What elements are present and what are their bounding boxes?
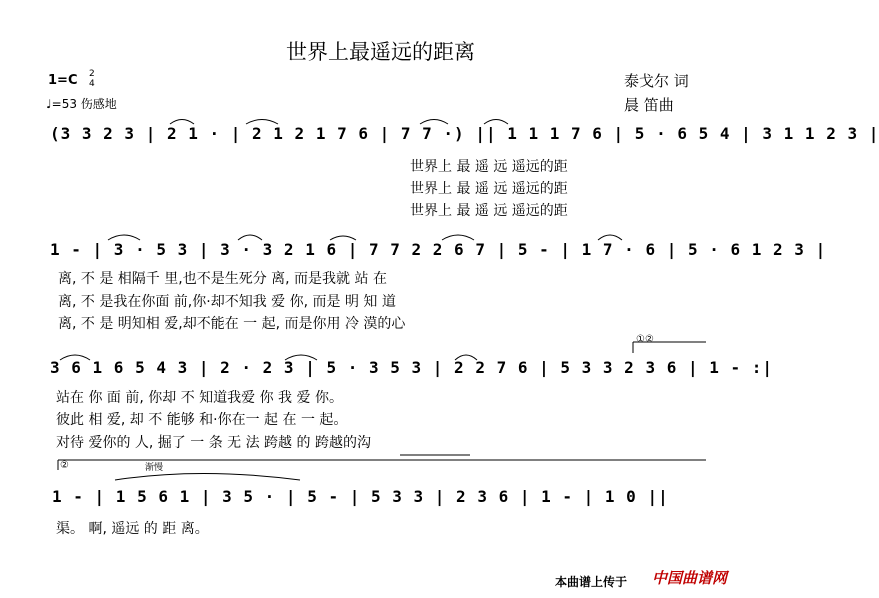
volta-2: ② <box>60 460 69 471</box>
lyric-row2-verse3: 离, 不 是 明知相 爱,却不能在 一 起, 而是你用 冷 漠的心 <box>58 316 406 332</box>
lyric-row4: 渠。 啊, 遥远 的 距 离。 <box>56 521 209 537</box>
lyric-row2-verse2: 离, 不 是我在你面 前,你·却不知我 爱 你, 而是 明 知 道 <box>58 294 396 310</box>
lyric-row2-verse1: 离, 不 是 相隔千 里,也不是生死分 离, 而是我就 站 在 <box>58 271 387 287</box>
meter-top: 2 <box>89 69 95 79</box>
lyric-row3-verse2: 彼此 相 爱, 却 不 能够 和·你在一 起 在 一 起。 <box>56 412 348 428</box>
notation-row-3: 3 6 1 6 5 4 3 | 2 · 2 3 | 5 · 3 5 3 | 2 2 7 6 | 5 3 3 2 3 6 | 1 - :| <box>50 358 774 377</box>
notation-row-2: 1 - | 3 · 5 3 | 3 · 3 2 1 6 | 7 7 2 2 6 7 | 5 - | 1 7 · 6 | 5 · 6 1 2 3 | <box>50 240 827 259</box>
tempo-marking: ♩=53 伤感地 <box>46 97 117 111</box>
lyric-row1-verse1: 世界上 最 遥 远 遥远的距 <box>410 159 568 175</box>
key-signature: 1=C <box>48 73 78 88</box>
site-logo: 中国曲谱网 <box>652 569 728 587</box>
lyricist-credit: 泰戈尔 词 <box>624 72 689 90</box>
volta-1-2: ①② <box>636 334 654 345</box>
lyric-row1-verse2: 世界上 最 遥 远 遥远的距 <box>410 181 568 197</box>
slow-marking: 渐慢 <box>145 463 164 473</box>
lyric-row1-verse3: 世界上 最 遥 远 遥远的距 <box>410 203 568 219</box>
lyric-row3-verse1: 站在 你 面 前, 你却 不 知道我爱 你 我 爱 你。 <box>56 390 343 406</box>
notation-row-4: 1 - | 1 5 6 1 | 3 5 · | 5 - | 5 3 3 | 2 3 6 | 1 - | 1 0 || <box>52 487 669 506</box>
notation-row-1: (3 3 2 3 | 2 1 · | 2 1 2 1 7 6 | 7 7 ·) || 1 1 1 7 6 | 5 · 6 5 4 | 3 1 1 2 3 | <box>50 124 879 143</box>
upload-footer: 本曲谱上传于 <box>555 575 628 589</box>
meter-bottom: 4 <box>89 79 95 89</box>
composer-credit: 晨 笛曲 <box>624 96 674 114</box>
lyric-row3-verse3: 对待 爱你的 人, 掘了 一 条 无 法 跨越 的 跨越的沟 <box>56 435 371 451</box>
song-title: 世界上最遥远的距离 <box>286 40 475 64</box>
